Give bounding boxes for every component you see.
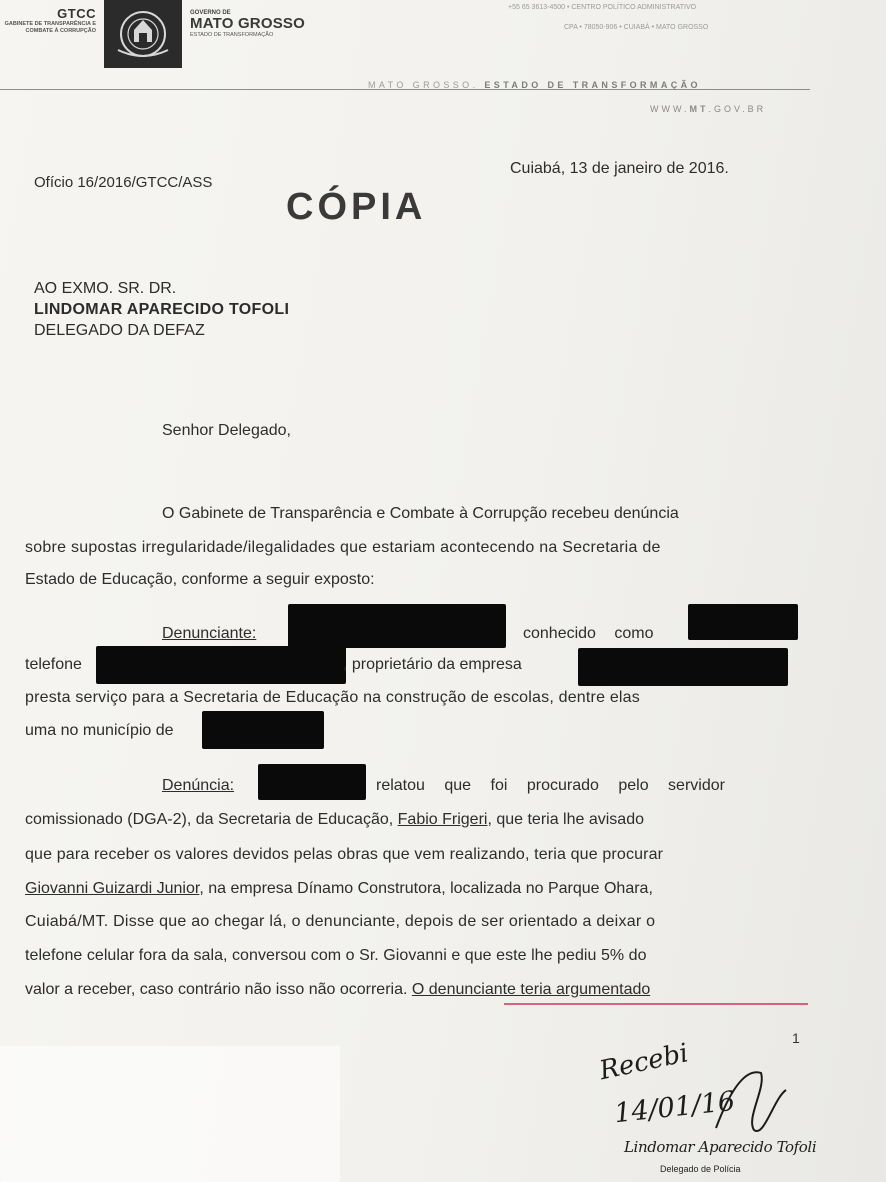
header-divider	[0, 89, 810, 90]
denuncia-label: Denúncia:	[162, 777, 235, 794]
redaction-company	[578, 648, 788, 686]
redaction-complainant-name	[288, 604, 506, 648]
gov-name: MATO GROSSO	[190, 15, 305, 32]
p3-line-2	[25, 811, 644, 829]
gtcc-abbr: GTCC	[57, 6, 96, 21]
gov-tagline: ESTADO DE TRANSFORMAÇÃO	[190, 32, 274, 38]
redaction-nickname	[688, 604, 798, 640]
slogan-part-2: ESTADO DE TRANSFORMAÇÃO	[484, 80, 701, 90]
recipient-title: AO EXMO. SR. DR.	[34, 280, 177, 297]
slogan-part-1: MATO GROSSO.	[368, 80, 479, 90]
photo-glare	[0, 1046, 340, 1182]
pink-underline-mark	[504, 1003, 808, 1005]
gov-prefix: GOVERNO DE	[190, 10, 231, 16]
website-main: MT	[689, 104, 709, 114]
p1-line-1: O Gabinete de Transparência e Combate à Corrupção recebeu denúncia	[162, 505, 679, 522]
website-prefix: WWW.	[650, 104, 690, 114]
redaction-complainant-name-2	[258, 764, 366, 800]
p3-line-4-end: , na empresa Dínamo Construtora, localizada no Parque Ohara,	[199, 880, 653, 897]
handwritten-receipt-signature	[596, 1028, 826, 1148]
p2-owner: , proprietário da empresa	[343, 656, 522, 673]
recipient-name: LINDOMAR APARECIDO TOFOLI	[34, 301, 290, 318]
p1-line-3: Estado de Educação, conforme a seguir exposto:	[25, 571, 375, 588]
p2-line-3: presta serviço para a Secretaria de Educação na construção de escolas, dentre elas	[25, 689, 640, 706]
p3-line-1: relatou que foi procurado pelo servidor	[376, 777, 725, 794]
state-seal-icon	[104, 0, 182, 68]
website	[650, 104, 766, 114]
official-name-fabio: Fabio Frigeri	[397, 811, 488, 828]
p3-line-7	[25, 981, 650, 999]
p3-line-5: Cuiabá/MT. Disse que ao chegar lá, o denunciante, depois de ser orientado a deixar o	[25, 913, 656, 930]
p3-line-2-end: , que teria lhe avisado	[487, 811, 644, 828]
redaction-municipality	[202, 711, 324, 749]
letter-date: Cuiabá, 13 de janeiro de 2016.	[510, 160, 729, 177]
page-number: 1	[792, 1030, 800, 1046]
p2-known-as: conhecido como	[523, 625, 654, 642]
p3-line-3: que para receber os valores devidos pelas obras que vem realizando, teria que procurar	[25, 846, 664, 863]
p3-line-2-start: comissionado (DGA-2), da Secretaria de Educação,	[25, 811, 394, 828]
p2-phone-label: telefone	[25, 656, 82, 673]
handwritten-date: 14/01/16	[612, 1085, 737, 1130]
copy-stamp: CÓPIA	[286, 186, 427, 228]
contact-line-2: CPA • 78050-906 • CUIABÁ • MATO GROSSO	[564, 24, 709, 31]
recipient-role: DELEGADO DA DEFAZ	[34, 322, 205, 339]
signed-name: Lindomar Aparecido Tofoli	[624, 1138, 817, 1156]
gtcc-full-name: GABINETE DE TRANSPARÊNCIA E COMBATE À CORRUPÇÃO	[4, 21, 96, 34]
letter-reference: Ofício 16/2016/GTCC/ASS	[34, 174, 213, 191]
denunciante-label: Denunciante:	[162, 625, 257, 642]
p3-line-4	[25, 880, 653, 898]
handwritten-received: Recebi	[596, 1038, 691, 1087]
p3-highlighted-text: O denunciante teria argumentado	[411, 981, 651, 998]
government-logo-block	[190, 10, 340, 38]
official-name-giovanni: Giovanni Guizardi Junior	[25, 880, 200, 897]
redaction-phone	[96, 646, 346, 684]
gtcc-logo-block	[4, 6, 96, 35]
salutation: Senhor Delegado,	[162, 422, 291, 439]
website-suffix: .GOV.BR	[708, 104, 767, 114]
p3-line-7-start: valor a receber, caso contrário não isso não ocorreria.	[25, 981, 408, 998]
signed-title: Delegado de Polícia	[660, 1164, 741, 1174]
recipient-block	[34, 278, 289, 341]
contact-line-1: +55 65 3613-4500 • CENTRO POLÍTICO ADMINISTRATIVO	[508, 4, 697, 11]
p1-line-2: sobre supostas irregularidade/ilegalidades que estariam acontecendo na Secretaria de	[25, 539, 661, 556]
p2-line-4: uma no município de	[25, 722, 174, 739]
p3-line-6: telefone celular fora da sala, conversou com o Sr. Giovanni e que este lhe pediu 5% do	[25, 947, 647, 964]
